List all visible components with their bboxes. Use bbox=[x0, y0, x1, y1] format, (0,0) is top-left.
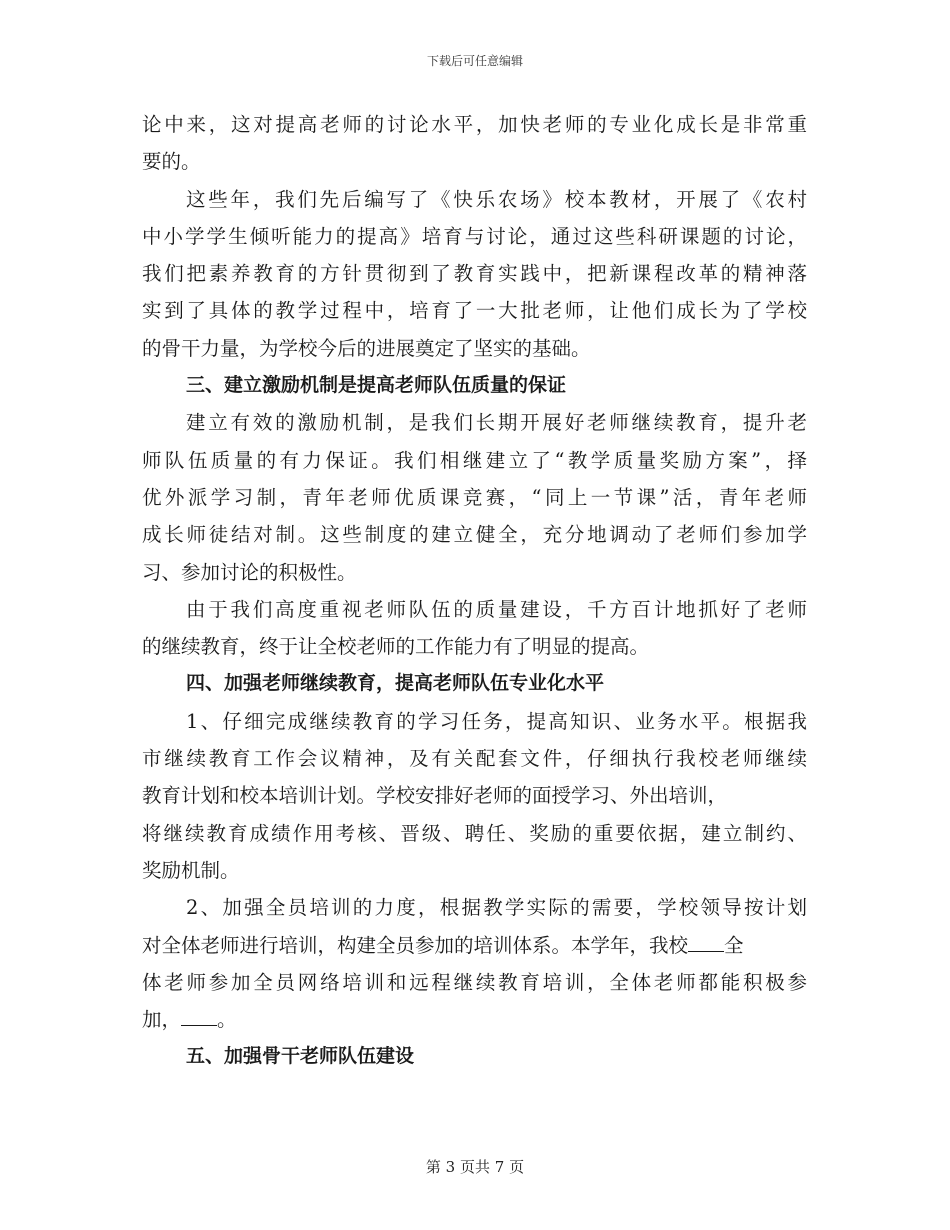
paragraph-line: 成长师徒结对制。这些制度的建立健全，充分地调动了老师们参加学 bbox=[142, 523, 807, 547]
paragraph-line: 1、仔细完成继续教育的学习任务，提高知识、业务水平。根据我 bbox=[186, 709, 807, 733]
page-footer: 第 3 页共 7 页 bbox=[425, 1158, 525, 1176]
paragraph-line: 由于我们高度重视老师队伍的质量建设，千方百计地抓好了老师 bbox=[186, 597, 807, 621]
paragraph-line: 实到了具体的教学过程中，培育了一大批老师，让他们成长为了学校 bbox=[142, 299, 807, 323]
paragraph-line: 奖励机制。 bbox=[142, 858, 240, 882]
text-fragment: 加， bbox=[142, 1008, 182, 1032]
text-fragment: 。 bbox=[217, 1008, 237, 1032]
document-body bbox=[142, 106, 807, 1076]
paragraph-line bbox=[142, 927, 807, 964]
paragraph-line: 教育计划和校本培训计划。学校安排好老师的面授学习、外出培训， bbox=[142, 784, 728, 808]
paragraph-line: 建立有效的激励机制，是我们长期开展好老师继续教育，提升老 bbox=[186, 411, 807, 435]
paragraph-line bbox=[142, 1001, 807, 1038]
paragraph-line: 将继续教育成绩作用考核、晋级、聘任、奖励的重要依据，建立制约、 bbox=[142, 821, 807, 845]
text-fragment: 对全体老师进行培训，构建全员参加的培训体系。本学年，我校 bbox=[142, 933, 689, 957]
paragraph-line: 2、加强全员培训的力度，根据教学实际的需要，学校领导按计划 bbox=[186, 896, 807, 920]
page-header: 下载后可任意编辑 bbox=[426, 54, 523, 68]
paragraph-line: 这些年，我们先后编写了《快乐农场》校本教材，开展了《农村 bbox=[186, 187, 807, 211]
paragraph-line: 体老师参加全员网络培训和远程继续教育培训，全体老师都能积极参 bbox=[142, 970, 807, 994]
paragraph-line: 论中来，这对提高老师的讨论水平，加快老师的专业化成长是非常重 bbox=[142, 113, 807, 136]
section-heading: 四、加强老师继续教育，提高老师队伍专业化水平 bbox=[186, 672, 605, 695]
paragraph-line: 习、参加讨论的积极性。 bbox=[142, 560, 357, 584]
text-fragment: 全 bbox=[724, 933, 744, 957]
paragraph-line: 的骨干力量，为学校今后的进展奠定了坚实的基础。 bbox=[142, 336, 591, 360]
paragraph-line: 中小学学生倾听能力的提高》培育与讨论，通过这些科研课题的讨论， bbox=[142, 224, 807, 248]
paragraph-line: 的继续教育，终于让全校老师的工作能力有了明显的提高。 bbox=[142, 635, 650, 659]
section-heading: 五、加强骨干老师队伍建设 bbox=[186, 1045, 415, 1068]
section-heading: 三、建立激励机制是提高老师队伍质量的保证 bbox=[186, 374, 567, 397]
paragraph-line: 师队伍质量的有力保证。我们相继建立了“教学质量奖励方案”，择 bbox=[142, 448, 807, 472]
paragraph-line: 市继续教育工作会议精神，及有关配套文件，仔细执行我校老师继续 bbox=[142, 747, 807, 771]
paragraph-line: 优外派学习制，青年老师优质课竞赛，“同上一节课”活，青年老师 bbox=[142, 485, 807, 509]
fill-in-blank bbox=[688, 931, 724, 952]
paragraph-line: 要的。 bbox=[142, 150, 201, 174]
fill-in-blank bbox=[181, 1005, 217, 1026]
paragraph-line: 我们把素养教育的方针贯彻到了教育实践中，把新课程改革的精神落 bbox=[142, 262, 807, 286]
